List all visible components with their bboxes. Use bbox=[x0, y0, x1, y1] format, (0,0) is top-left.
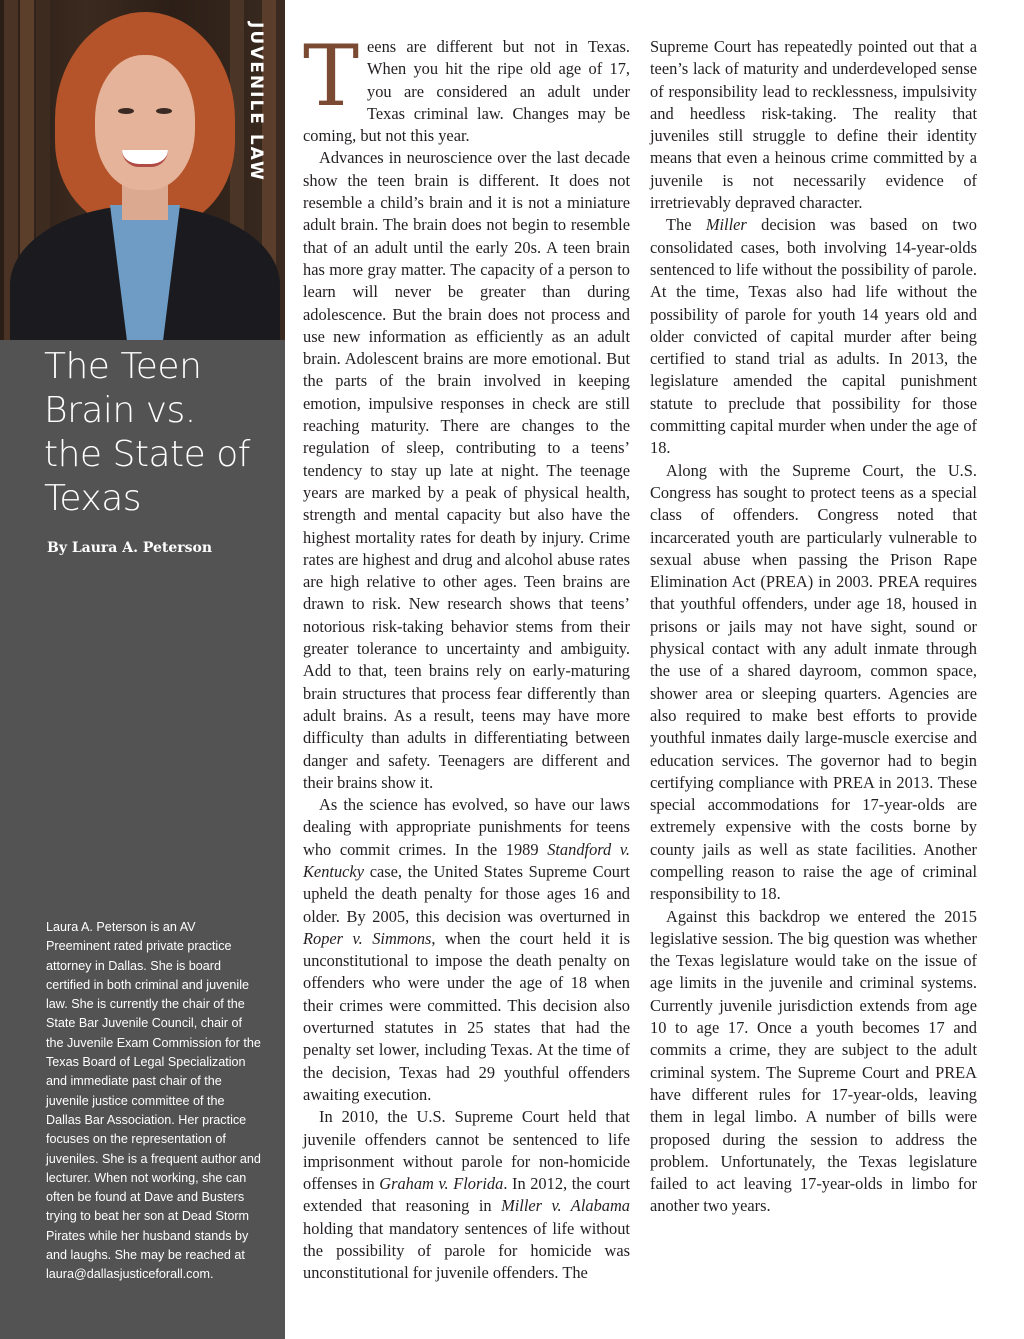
article-title bbox=[44, 345, 269, 521]
article-paragraph: Advances in neuroscience over the last decade show the teen brain is different. It does not resemble a child’s brain and it is not a miniature adult brain. The brain does not begin to resemble that of an adult until the early 20s. A teen brain has more gray matter. The capacity of a person to learn will never be greater than during adolescence. But the brain does not process and use new information as efficiently as an adult brain. Adolescent brains are more emotional. But the parts of the brain involved in keeping emotion, impulsive responses in check are still reaching maturity. There are changes to the regulation of sleep, contributing to a teens’ tendency to stay up late at night. The teenage years are marked by a peak of physical health, strength and mental capacity but also have the highest mortality rates for death by injury. Crime rates are highest and drug and alcohol abuse rates are high relative to other ages. Teen brains are drawn to risk. New research shows that teens’ notorious risk-taking behavior stems from their greater tolerance to uncertainty and ambiguity. Add to that, teen brains rely on early-maturing brain structures that process fear differently than adult brains. As a result, teens may have more difficulty than adults in differentiating between danger and safety. Teenagers are different and their brains show it. bbox=[303, 148, 630, 792]
section-label: JUVENILE LAW bbox=[246, 22, 266, 182]
author-bio: Laura A. Peterson is an AV Preeminent rated private practice attorney in Dallas. She is board certified in both criminal and juvenile law. She is currently the chair of the State Bar Juvenile Council, chair of the Juvenile Exam Commission for the Texas Board of Legal Specialization and immediate past chair of the juvenile justice committee of the Dallas Bar Association. Her practice focuses on the representation of juveniles. She is a frequent author and lecturer. When not working, she can often be found at Dave and Busters trying to beat her son at Dead Storm Pirates while her husband stands by and laughs. She may be reached at laura@dallasjusticeforall.com. bbox=[46, 920, 261, 1282]
case-name: Roper v. Simmons bbox=[303, 928, 432, 948]
drop-cap: T bbox=[303, 27, 360, 125]
title-line: Brain vs. bbox=[44, 390, 196, 431]
case-name: Graham v. Florida bbox=[379, 1174, 504, 1194]
article-paragraph: In 2010, the U.S. Supreme Court held that juvenile offenders cannot be sentenced to life imprisonment without parole for non-homicide offenses in Graham v. Florida. In 2012, the court extended that reasoning in Miller v. Alabama holding that mandatory sentences of life without the possibility of parole for homicide was unconstitutional for juvenile offenders. The bbox=[303, 1107, 630, 1283]
case-name: Standford v. Kentucky bbox=[303, 839, 630, 881]
article-paragraph: The Miller decision was based on two consolidated cases, both involving 14-year-olds sentenced to life without the possibility of parole. At the time, Texas also had life without the possibility of parole for youth 14 years old and older convicted of capital murder after being certified to stand trial as adults. In 2013, the legislature amended the capital punishment statute to preclude that possibility for those committing capital murder when under the age of 18. bbox=[650, 215, 977, 458]
article-paragraph: Against this backdrop we entered the 2015 legislative session. The big question was whether the Texas legislature would take on the issue of age limits in the juvenile and criminal systems. Currently juvenile jurisdiction extends from age 10 to age 17. Once a youth becomes 17 and commits a crime, they are subject to the adult criminal system. The Supreme Court and PREA have different rules for 17-year-olds, leaving them in legal limbo. A number of bills were proposed during the session to address the problem. Unfortunately, the Texas legislature failed to act leaving 17-year-olds in limbo for another two years. bbox=[650, 906, 977, 1216]
title-line: The Teen bbox=[44, 346, 202, 387]
title-line: Texas bbox=[44, 478, 142, 519]
sidebar-panel bbox=[0, 0, 285, 1339]
title-line: the State of bbox=[44, 434, 250, 475]
byline: By Laura A. Peterson bbox=[47, 540, 213, 556]
article-column-2 bbox=[650, 36, 977, 1218]
case-name: Miller bbox=[705, 215, 747, 235]
article-column-1 bbox=[303, 27, 630, 1285]
case-name: Miller v. Alabama bbox=[501, 1196, 630, 1216]
article-paragraph-continued: Supreme Court has repeatedly pointed out that a teen’s lack of maturity and underdeveloped sense of responsibility lead to recklessness, impulsivity and heedless risk-taking. The reality that juveniles still struggle to define their identity means that even a heinous crime committed by a juvenile is not necessarily evidence of irretrievably depraved character. bbox=[650, 37, 977, 213]
article-paragraph: Teens are different but not in Texas. When you hit the ripe old age of 17, you are considered an adult under Texas criminal law. Changes may be coming, but not this year. bbox=[303, 27, 630, 146]
article-paragraph: Along with the Supreme Court, the U.S. Congress has sought to protect teens as a special class of offenders. Congress noted that incarcerated youth are particularly vulnerable to sexual abuse when passing the Prison Rape Elimination Act (PREA) in 2003. PREA requires that youthful offenders, under age 18, housed in prisons or jails may not have sight, sound or physical contact with any adult inmate through the use of a shared dayroom, common space, shower area or sleeping quarters. Agencies are also required to make best efforts to provide youthful inmates daily large-muscle exercise and education services. The governor had to begin certifying compliance with PREA in 2013. These special accommodations for 17-year-olds are extremely expensive with the costs borne by county jails as well as state facilities. Another compelling reason to raise the age of criminal responsibility to 18. bbox=[650, 460, 977, 904]
article-paragraph: As the science has evolved, so have our laws dealing with appropriate punishments for teens who commit crimes. In the 1989 Standford v. Kentucky case, the United States Supreme Court upheld the death penalty for those ages 16 and older. By 2005, this decision was overturned in Roper v. Simmons, when the court held it is unconstitutional to impose the death penalty on offenders who were under the age of 18 when their crimes were committed. This decision also overturned statutes in 25 states that had the penalty set lower, including Texas. At the time of the decision, Texas had 29 youthful offenders awaiting execution. bbox=[303, 795, 630, 1104]
